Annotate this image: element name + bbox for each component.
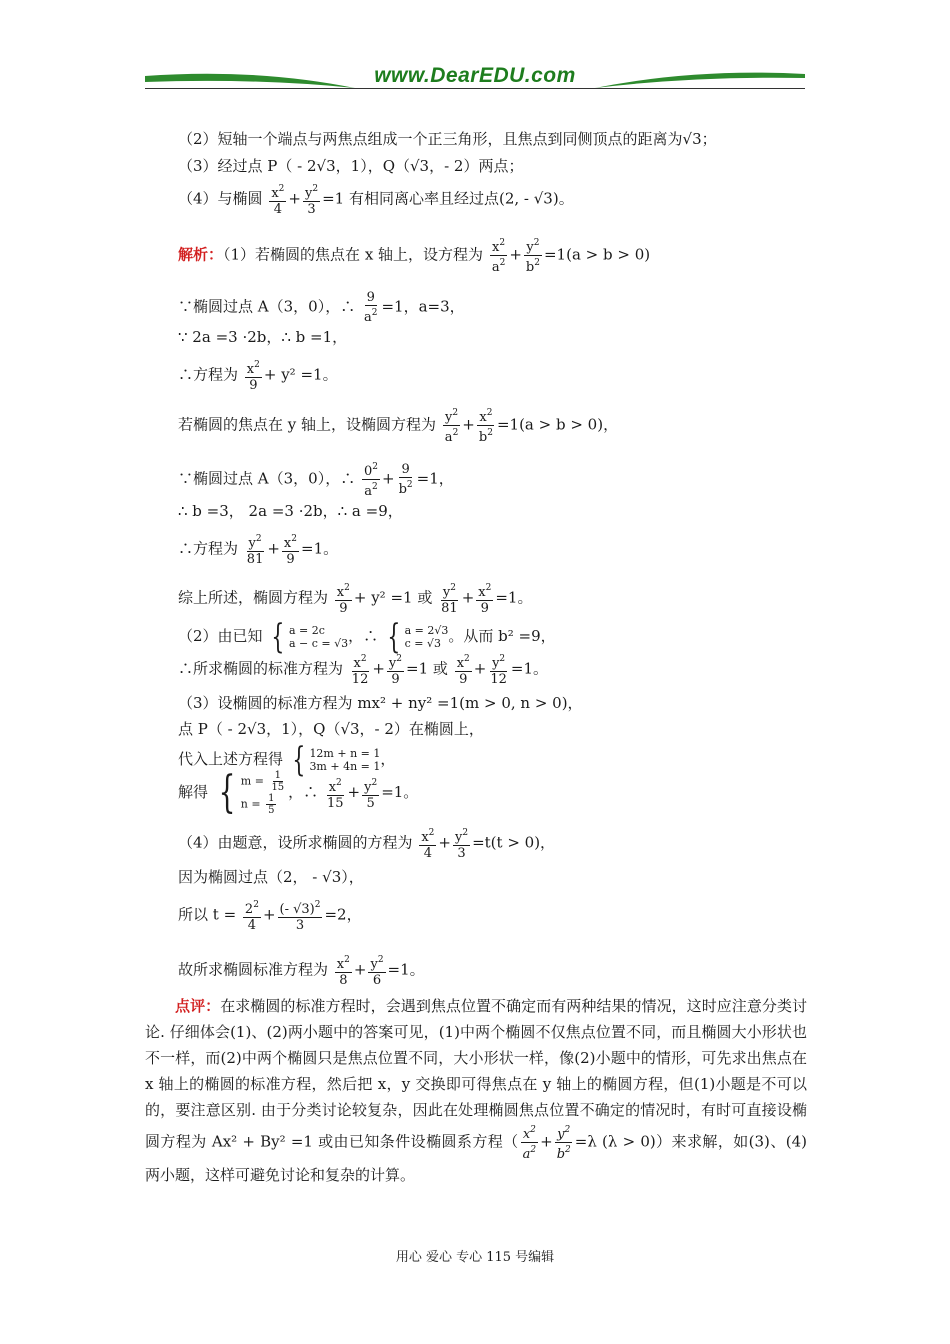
fraction: $\frac{x^2}{15}$ — [326, 777, 344, 811]
line-text: (a > b > 0)， — [519, 415, 619, 434]
line-text: =1。 — [495, 588, 533, 607]
line-text: ，∴ — [348, 627, 379, 645]
line-text: ∴方程为 — [178, 365, 239, 384]
fraction: $\frac{y^2}{81}$ — [246, 534, 264, 567]
question-3: （3）经过点 P（ - 2√3，1），Q（√3，- 2）两点； — [178, 157, 524, 175]
line-part4-t: 所以 t = $\frac{2^2}{4}$ + $\frac{(- √3)^2}{3}$ =2， — [178, 900, 362, 933]
comment-label: 点评： — [175, 997, 221, 1015]
line-part3: （3）设椭圆的标准方程为 mx² + ny² =1(m > 0, n > 0)， — [178, 694, 583, 712]
line-text: （2）由已知 — [178, 627, 263, 645]
line-text: + y² =1 或 — [353, 588, 433, 607]
fraction: $\frac{x^2}{4}$ — [421, 828, 435, 861]
fraction: $\frac{y^2}{3}$ — [304, 184, 319, 217]
line-text: 。从而 b² =9， — [448, 627, 556, 645]
line-text: =1。 — [301, 539, 339, 558]
fraction: $\frac{9}{a^2}$ — [363, 290, 378, 325]
line-text: （4）由题意，设所求椭圆的方程为 — [178, 833, 413, 852]
page-header — [145, 60, 805, 96]
line-text: 故所求椭圆标准方程为 — [178, 960, 329, 979]
fraction: $\frac{y^2}{9}$ — [388, 654, 403, 687]
line-summary: 综上所述，椭圆方程为 $\frac{x^2}{9}$ + y² =1 或 $\frac{y^2}{81}$ + $\frac{x^2}{9}$ =1。 — [178, 583, 533, 616]
line-text: =1。 — [387, 960, 425, 979]
fraction: $\frac{y^2}{12}$ — [490, 654, 507, 687]
line-text: =1。 — [510, 659, 549, 678]
fraction: $\frac{x^2}{9}$ — [456, 654, 470, 687]
fraction: $\frac{9}{b^2}$ — [398, 462, 413, 497]
line-part3-solve: 解得 { m = $\frac{1}{15}$ n = $\frac{1}{5}$ ，∴ $\frac{x^2}{15}$ + $\frac{y^2}{5}$ =1。 — [178, 767, 419, 818]
line-text: 代入上述方程得 — [178, 750, 284, 768]
fraction: $\frac{x^2}{b^2}$ — [478, 408, 493, 445]
fraction: $\frac{(- √3)^2}{3}$ — [279, 900, 321, 933]
fraction: $\frac{2^2}{4}$ — [244, 900, 259, 933]
line-text: =1 或 — [406, 659, 448, 678]
solution-condition: (a > b > 0) — [566, 245, 651, 264]
line-part4-result: 故所求椭圆标准方程为 $\frac{x^2}{8}$ + $\frac{y^2}{6}$ =1。 — [178, 955, 425, 988]
fraction: $\frac{x^2}{9}$ — [246, 360, 260, 393]
fraction: $\frac{y^2}{a^2}$ — [444, 408, 459, 445]
line-text: =1，a=3， — [381, 297, 465, 316]
line-text: ∵椭圆过点 A（3，0），∴ — [178, 469, 356, 488]
fraction: $\frac{x^2}{8}$ — [336, 955, 350, 988]
fraction: $\frac{x^2}{9}$ — [336, 583, 350, 616]
comment-paragraph: 点评：在求椭圆的标准方程时，会遇到焦点位置不确定而有两种结果的情况，这时应注意分类讨论. 仔细体会(1)、(2)两小题中的答案可见，(1)中两个椭圆不仅焦点位置不同，而且椭圆大小形状也不一样，而(2)中两个椭圆只是焦点位置不同，大小形状一样，像(2)小题中的情形，可先求出焦点在 x 轴上的椭圆的标准方程，然后把 x，y 交换即可得焦点在 y 轴上的椭圆方程，但(1)小题是不可以的，要注意区别. 由于分类讨论较复杂，因此在处理椭圆焦点位置不确定的情况时，有时可直接设椭圆方程为 Ax² + By² =1 或由已知条件设椭圆系方程（ $\frac{x^2}{a^2}$ + $\frac{y^2}{b^2}$ =λ (λ > 0)）来求解，如(3)、(4)两小题，这样可避免讨论和复杂的计算。 — [145, 997, 808, 1184]
question-4: （4）与椭圆 $\frac{x^2}{4}$ + $\frac{y^2}{3}$ =1 有相同离心率且经过点(2, - √3)。 — [178, 184, 574, 217]
line-text: =1。 — [381, 783, 419, 801]
line-part4: （4）由题意，设所求椭圆的方程为 $\frac{x^2}{4}$ + $\frac{y^2}{3}$ =t(t > 0)， — [178, 828, 556, 861]
line-text: 综上所述，椭圆方程为 — [178, 588, 329, 607]
fraction: $\frac{y^2}{5}$ — [364, 777, 378, 811]
line-text: + y² =1。 — [263, 365, 338, 384]
fraction: $\frac{y^2}{b^2}$ — [525, 238, 540, 275]
question-4-text: （4）与椭圆 — [178, 189, 263, 208]
question-2: （2）短轴一个端点与两焦点组成一个正三角形，且焦点到同侧顶点的距离为√3； — [178, 130, 717, 148]
equation-system: { m = $\frac{1}{15}$ n = $\frac{1}{5}$ — [218, 767, 285, 818]
question-4-text-end: 有相同离心率且经过点(2, - √3)。 — [348, 189, 574, 208]
solution-1: 解析：（1）若椭圆的焦点在 x 轴上，设方程为 $\frac{x^2}{a^2}$ + $\frac{y^2}{b^2}$ =1(a > b > 0) — [178, 238, 651, 275]
line-text: ∴方程为 — [178, 539, 239, 558]
site-url: www.DearEDU.com — [374, 64, 576, 87]
header-rule — [145, 88, 805, 89]
fraction: $\frac{x^2}{9}$ — [283, 534, 297, 567]
line-part2-result: ∴所求椭圆的标准方程为 $\frac{x^2}{12}$ + $\frac{y^2}{9}$ =1 或 $\frac{x^2}{9}$ + $\frac{y^2}{12}$ =1。 — [178, 654, 549, 687]
equation-system: { 12m + n = 1 3m + 4n = 1 — [292, 740, 381, 780]
line-text: =1， — [416, 469, 454, 488]
fraction: $\frac{y^2}{6}$ — [370, 955, 384, 988]
line-text: =2， — [324, 905, 362, 924]
line-a3-y: ∵椭圆过点 A（3，0），∴ $\frac{0^2}{a^2}$ + $\frac{9}{b^2}$ =1， — [178, 462, 454, 499]
line-text: ，∴ — [288, 783, 319, 801]
line-a3 — [178, 290, 465, 325]
fraction: $\frac{y^2}{3}$ — [454, 828, 469, 861]
page-footer: 用心 爱心 专心 115 号编辑 — [395, 1250, 555, 1265]
line-text: 所以 t = — [178, 905, 237, 924]
fraction: $\frac{x^2}{9}$ — [478, 583, 492, 616]
line-text: ， — [380, 750, 396, 768]
line-text: =t(t > 0)， — [472, 833, 556, 852]
line-text: ∴所求椭圆的标准方程为 — [178, 659, 344, 678]
fraction: $\frac{y^2}{b^2}$ — [556, 1125, 571, 1162]
solution-label: 解析： — [178, 245, 224, 264]
fraction: $\frac{x^2}{4}$ — [271, 184, 285, 217]
line-part4-point: 因为椭圆过点（2， - √3）， — [178, 868, 364, 886]
comment-text: 在求椭圆的标准方程时，会遇到焦点位置不确定而有两种结果的情况，这时应注意分类讨论. 仔细体会(1)、(2)两小题中的答案可见，(1)中两个椭圆不仅焦点位置不同，而且椭圆大小形状也不一样，而(2)中两个椭圆只是焦点位置不同，大小形状一样，像(2)小题中的情形，可先求出焦点在 x 轴上的椭圆的标准方程，然后把 x，y 交换即可得焦点在 y 轴上的椭圆方程，但(1)小题是不可以的，要注意区别. 由于分类讨论较复杂，因此在处理椭圆焦点位置不确定的情况时，有时可直接设椭圆方程为 Ax² + By² =1 或由已知条件设椭圆系方程（ — [145, 997, 807, 1151]
fraction: $\frac{x^2}{a^2}$ — [522, 1125, 537, 1162]
fraction: $\frac{x^2}{12}$ — [351, 654, 369, 687]
line-text: ∵椭圆过点 A（3，0），∴ — [178, 297, 356, 316]
line-text: 若椭圆的焦点在 y 轴上，设椭圆方程为 — [178, 415, 437, 434]
fraction: $\frac{x^2}{a^2}$ — [491, 238, 506, 275]
comment-text-end: (λ > 0)）来求解，如(3)、(4)两小题，这样可避免讨论和复杂的计算。 — [145, 1132, 808, 1184]
line-2a: ∵ 2a =3 ·2b，∴ b =1， — [178, 328, 348, 346]
line-part2 — [178, 617, 556, 657]
line-b3: ∴ b =3， 2a =3 ·2b，∴ a =9， — [178, 502, 403, 520]
fraction: $\frac{0^2}{a^2}$ — [363, 462, 378, 499]
solution-text: （1）若椭圆的焦点在 x 轴上，设方程为 — [223, 245, 484, 264]
fraction: $\frac{y^2}{81}$ — [441, 583, 458, 616]
line-eq1 — [178, 358, 338, 393]
line-eq2: ∴方程为 $\frac{y^2}{81}$ + $\frac{x^2}{9}$ =1。 — [178, 534, 339, 567]
equation-system: { a = 2c a − c = √3 — [271, 617, 349, 657]
line-text: 解得 — [178, 783, 209, 801]
equation-system: { a = 2√3 c = √3 — [387, 617, 449, 657]
line-y: 若椭圆的焦点在 y 轴上，设椭圆方程为 $\frac{y^2}{a^2}$ + $\frac{x^2}{b^2}$ =1(a > b > 0)， — [178, 408, 619, 445]
line-part3-points: 点 P（ - 2√3，1），Q（√3，- 2）在椭圆上， — [178, 720, 484, 738]
